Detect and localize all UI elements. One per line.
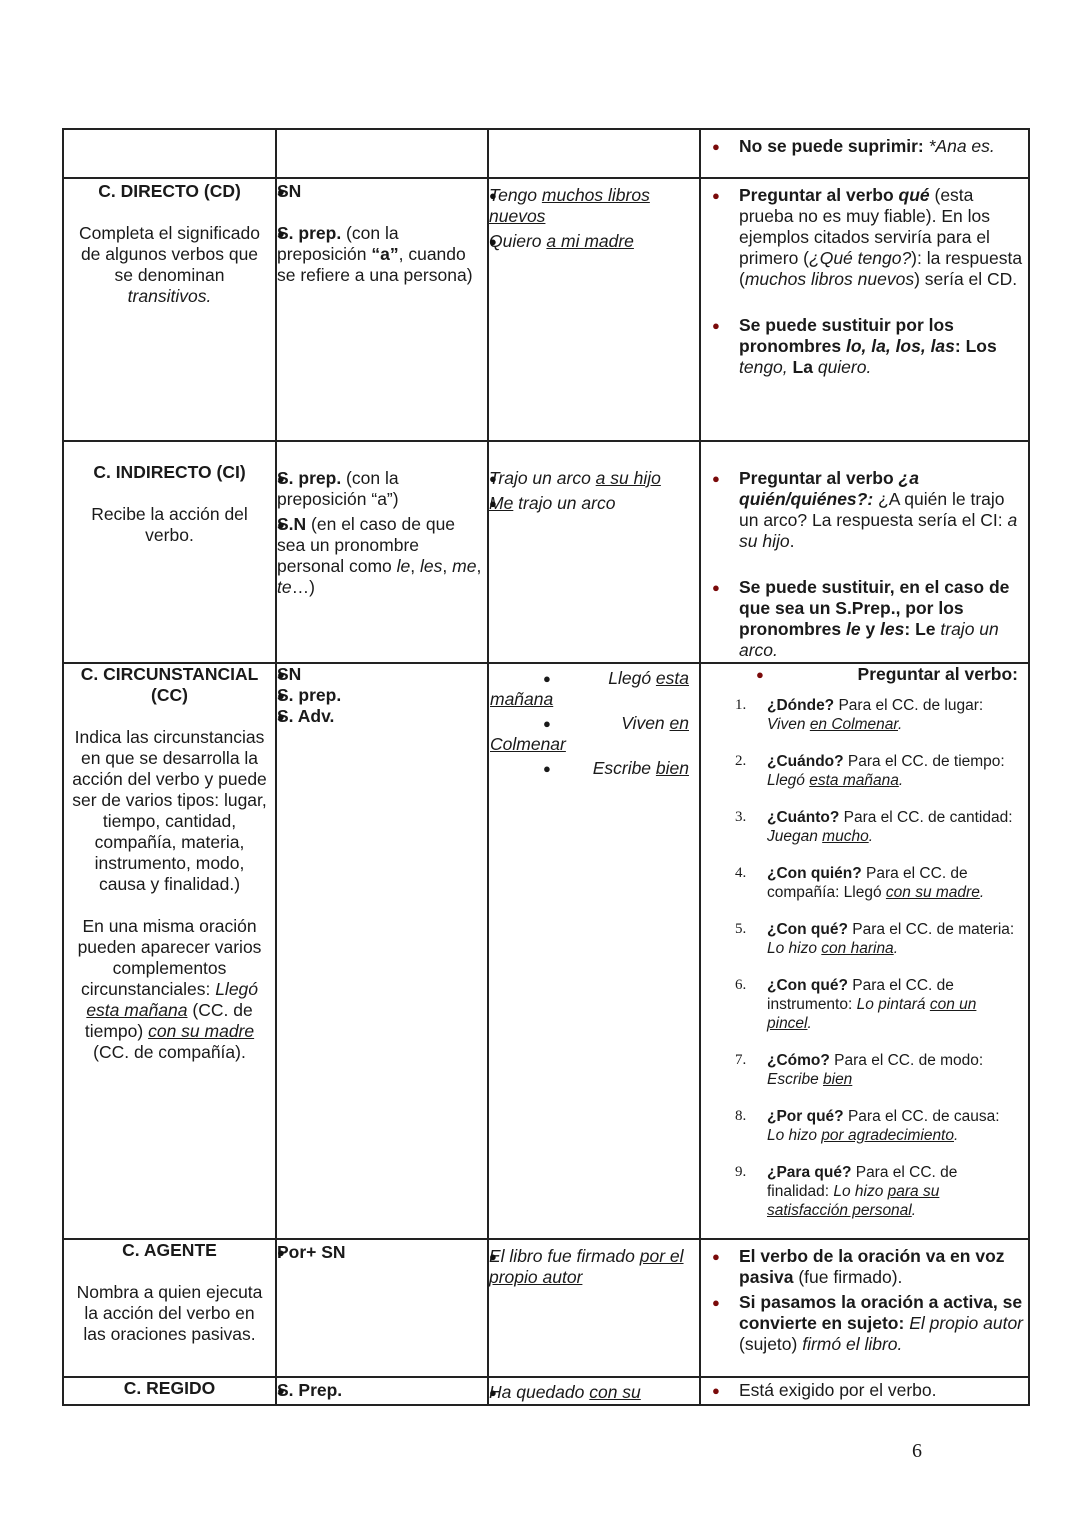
recognition-item: ● Si pasamos la oración a activa, se convierte en sujeto: El propio autor (sujeto) firmó el libro.: [701, 1292, 1028, 1355]
complement-description: Indica las circunstancias en que se desarrolla la acción del verbo y puede ser de varios tipos: lugar, tiempo, cantidad, compañía, materia, instrumento, modo, causa y finalidad.): [72, 727, 267, 894]
example-item: ● Ha quedado con su: [489, 1382, 699, 1403]
complement-description: Recibe la acción del verbo.: [91, 504, 248, 545]
recognition-item: ● Se puede sustituir por los pronombres lo, la, los, las: Los tengo, La quiero.: [701, 315, 1028, 378]
cell-complement-name: [63, 441, 276, 663]
cell-examples: [488, 178, 700, 441]
example-item: ● Llegó esta mañana: [543, 668, 689, 710]
list-item: ● No se puede suprimir: *Ana es.: [701, 136, 1028, 157]
cell-recognition: [700, 1377, 1029, 1405]
complement-description: Nombra a quien ejecuta la acción del verbo en las oraciones pasivas.: [76, 1282, 263, 1344]
complement-title: C. AGENTE: [122, 1240, 217, 1260]
cell-recognition: [700, 178, 1029, 441]
cell-examples: [488, 1377, 700, 1405]
example-item: ● El libro fue firmado por el propio autor: [489, 1246, 699, 1288]
cell-complement-name: [63, 663, 276, 1239]
cell-empty: [276, 129, 488, 178]
form-item: ● S. prep. (con la preposición “a”): [277, 468, 487, 510]
recognition-item: ● Preguntar al verbo ¿a quién/quiénes?: ¿A quién le trajo un arco? La respuesta sería el CI: a su hijo.: [701, 468, 1028, 552]
question-item: 4. ¿Con quién? Para el CC. de compañía: Llegó con su madre.: [735, 865, 985, 901]
table-row-continuation: [63, 129, 1029, 178]
example-item: ● Escribe bien: [543, 758, 689, 779]
cell-forms: [276, 178, 488, 441]
cell-examples: [488, 663, 700, 1239]
question-item: 7. ¿Cómo? Para el CC. de modo: Escribe bien: [735, 1052, 984, 1088]
cell-recognition: [700, 441, 1029, 663]
form-item: ● SN: [277, 181, 487, 202]
cell-examples: [488, 1239, 700, 1377]
cell-forms: [276, 1239, 488, 1377]
question-item: 6. ¿Con qué? Para el CC. de instrumento: Lo pintará con un pincel.: [735, 977, 977, 1032]
form-item: ● S. prep. (con la preposición “a”, cuando se refiere a una persona): [277, 223, 487, 286]
cell-forms: [276, 441, 488, 663]
example-item: ● Tengo muchos libros nuevos: [489, 185, 699, 227]
question-item: 9. ¿Para qué? Para el CC. de finalidad: Lo hizo para su satisfacción personal.: [735, 1164, 958, 1219]
example-item: ● Quiero a mi madre: [489, 231, 699, 252]
cell-complement-name: [63, 1377, 276, 1405]
form-item: ● S. prep.: [277, 685, 487, 706]
cell-empty: [488, 129, 700, 178]
questions-list: [701, 696, 1028, 1220]
complement-title: C. CIRCUNSTANCIAL (CC): [80, 664, 259, 705]
form-item: ● S.N (en el caso de que sea un pronombre personal como le, les, me, te…): [277, 514, 487, 598]
table-row-agente: [63, 1239, 1029, 1377]
complement-title: C. INDIRECTO (CI): [93, 462, 246, 482]
form-item: ● S. Prep.: [277, 1380, 487, 1401]
example-item: ● Me trajo un arco: [489, 493, 699, 514]
recognition-item: ● Está exigido por el verbo.: [701, 1380, 1028, 1401]
cell-forms: [276, 663, 488, 1239]
form-item: ● S. Adv.: [277, 706, 487, 727]
complement-title: C. REGIDO: [123, 1378, 216, 1398]
complement-description: Completa el significado de algunos verbos que se denominan transitivos.: [79, 223, 260, 306]
cell-recognition: [700, 129, 1029, 178]
recognition-item: ● Se puede sustituir, en el caso de que sea un S.Prep., por los pronombres le y les: Le trajo un arco.: [701, 577, 1028, 661]
example-item: ● Trajo un arco a su hijo: [489, 468, 699, 489]
form-item: ● Por+ SN: [277, 1242, 487, 1263]
table-row-cd: [63, 178, 1029, 441]
question-item: 1. ¿Dónde? Para el CC. de lugar: Viven en Colmenar.: [735, 697, 984, 733]
table-row-cc: [63, 663, 1029, 1239]
complement-title: C. DIRECTO (CD): [98, 181, 241, 201]
cell-empty: [63, 129, 276, 178]
cell-examples: [488, 441, 700, 663]
question-item: 8. ¿Por qué? Para el CC. de causa: Lo hizo por agradecimiento.: [735, 1108, 1000, 1144]
form-item: ● SN: [277, 664, 487, 685]
recognition-item: ● El verbo de la oración va en voz pasiva (fue firmado).: [701, 1246, 1028, 1288]
question-item: 2. ¿Cuándo? Para el CC. de tiempo: Llegó esta mañana.: [735, 753, 1005, 789]
recognition-item: ● Preguntar al verbo qué (esta prueba no es muy fiable). En los ejemplos citados serviría para el primero (¿Qué tengo?): la respuesta (muchos libros nuevos) sería el CD.: [701, 185, 1028, 290]
cell-forms: [276, 1377, 488, 1405]
cell-complement-name: [63, 1239, 276, 1377]
questions-heading: ● Preguntar al verbo:: [701, 664, 1028, 685]
cell-recognition: [700, 663, 1029, 1239]
table-row-regido: [63, 1377, 1029, 1405]
question-item: 3. ¿Cuánto? Para el CC. de cantidad: Juegan mucho.: [735, 809, 1013, 845]
table-row-ci: [63, 441, 1029, 663]
question-item: 5. ¿Con qué? Para el CC. de materia: Lo hizo con harina.: [735, 921, 1015, 957]
page-number: 6: [912, 1440, 922, 1462]
grammar-table: [62, 128, 1030, 1406]
cell-recognition: [700, 1239, 1029, 1377]
cell-complement-name: [63, 178, 276, 441]
example-item: ● Viven en Colmenar: [543, 713, 689, 755]
complement-description: En una misma oración pueden aparecer varios complementos circunstanciales: Llegó esta mañana (CC. de tiempo) con su madre (CC. de compañía).: [77, 916, 262, 1062]
